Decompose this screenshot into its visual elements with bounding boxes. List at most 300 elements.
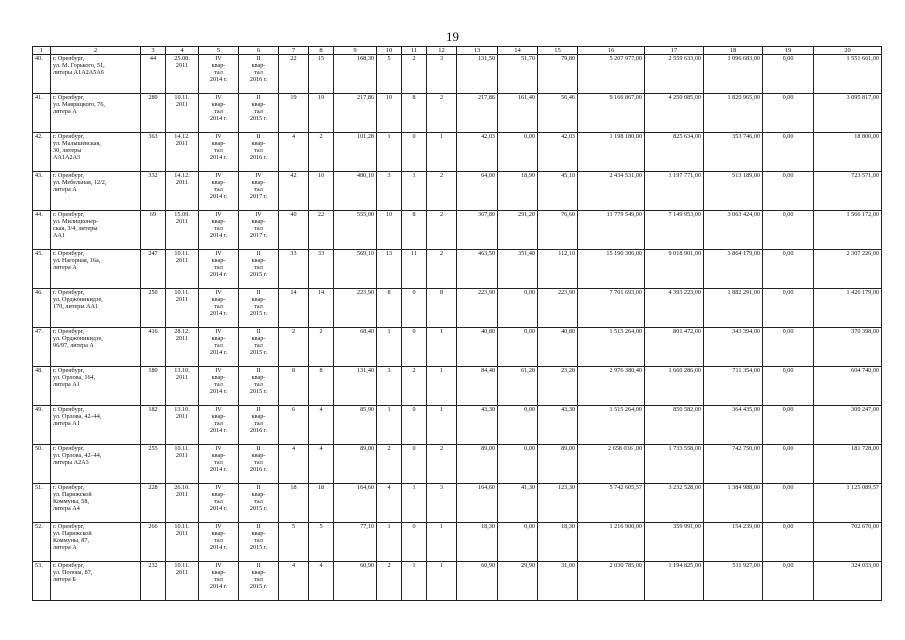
cell-start-quarter: IV квар- тал 2014 г. [199, 133, 239, 172]
cell-col-12: 1 [427, 562, 457, 601]
cell-col-12: 1 [427, 406, 457, 445]
cell-col-11: 1 [402, 172, 427, 211]
cell-end-quarter: II квар- тал 2015 г. [239, 562, 279, 601]
cell-address: г. Оренбург, ул. Малышевская, 30, литеры АА1А2А3 [51, 133, 141, 172]
cell-area-a: 61,20 [498, 367, 538, 406]
cell-address: г. Оренбург, ул. Орлова, 42–44, литеры А2А3 [51, 445, 141, 484]
column-header: 13 [457, 47, 498, 55]
cell-col-10: 4 [377, 484, 402, 523]
page-number: 19 [446, 29, 459, 44]
cell-cost-local: 0,00 [763, 484, 814, 523]
cell-cost-region: 364 435,00 [704, 406, 763, 445]
cell-col-7: 40 [279, 211, 309, 250]
cell-area: 164,60 [334, 484, 377, 523]
cell-area-total: 89,00 [457, 445, 498, 484]
cell-address: г. Оренбург, ул. Маврицкого, 76, литера А [51, 94, 141, 133]
cell-end-quarter: II квар- тал 2016 г. [239, 55, 279, 94]
column-header: 19 [763, 47, 814, 55]
cell-area-b: 79,80 [538, 55, 578, 94]
cell-end-quarter: II квар- тал 2015 г. [239, 250, 279, 289]
cell-start-quarter: IV квар- тал 2014 г. [199, 562, 239, 601]
cell-col-10: 1 [377, 523, 402, 562]
cell-area: 85,90 [334, 406, 377, 445]
cell-address: г. Оренбург, ул. Парижской Коммуны, 58, литера А4 [51, 484, 141, 523]
cell-total-cost: 1 216 900,00 [578, 523, 645, 562]
cell-count: 180 [141, 367, 166, 406]
cell-col-11: 2 [402, 55, 427, 94]
cell-end-quarter: II квар- тал 2016 г. [239, 133, 279, 172]
cell-cost-other: 1 125 089,57 [814, 484, 882, 523]
cell-count: 44 [141, 55, 166, 94]
table-row [33, 289, 882, 328]
cell-date: 10.11. 2011 [166, 445, 199, 484]
cell-col-8: 2 [309, 133, 334, 172]
cell-cost-other: 604 740,00 [814, 367, 882, 406]
cell-start-quarter: IV квар- тал 2014 г. [199, 172, 239, 211]
cell-count: 363 [141, 133, 166, 172]
cell-area-total: 64,00 [457, 172, 498, 211]
cell-total-cost: 11 779 549,00 [578, 211, 645, 250]
cell-cost-other: 723 571,00 [814, 172, 882, 211]
cell-area: 60,90 [334, 562, 377, 601]
cell-row-number: 47. [33, 328, 51, 367]
cell-col-8: 14 [309, 289, 334, 328]
cell-area: 101,28 [334, 133, 377, 172]
cell-date: 10.11. 2011 [166, 562, 199, 601]
cell-count: 250 [141, 289, 166, 328]
cell-start-quarter: IV квар- тал 2014 г. [199, 484, 239, 523]
cell-date: 13.10. 2011 [166, 367, 199, 406]
cell-cost-fund: 1 733 558,00 [645, 445, 704, 484]
cell-count: 255 [141, 445, 166, 484]
cell-cost-local: 0,00 [763, 367, 814, 406]
cell-col-8: 22 [309, 211, 334, 250]
cell-area-total: 463,50 [457, 250, 498, 289]
cell-cost-other: 370 398,00 [814, 328, 882, 367]
cell-cost-other: 181 728,00 [814, 445, 882, 484]
cell-col-10: 13 [377, 250, 402, 289]
cell-area: 217,86 [334, 94, 377, 133]
cell-start-quarter: IV квар- тал 2014 г. [199, 523, 239, 562]
cell-start-quarter: IV квар- тал 2014 г. [199, 211, 239, 250]
cell-cost-region: 742 750,00 [704, 445, 763, 484]
cell-total-cost: 2 976 380,40 [578, 367, 645, 406]
cell-area-b: 31,00 [538, 562, 578, 601]
cell-col-7: 22 [279, 55, 309, 94]
cell-col-7: 5 [279, 523, 309, 562]
cell-col-11: 0 [402, 523, 427, 562]
column-header: 14 [498, 47, 538, 55]
cell-total-cost: 1 515 264,00 [578, 406, 645, 445]
cell-area-a: 0,00 [498, 328, 538, 367]
cell-col-10: 3 [377, 172, 402, 211]
cell-count: 232 [141, 562, 166, 601]
cell-count: 228 [141, 484, 166, 523]
cell-row-number: 43. [33, 172, 51, 211]
cell-cost-other: 1 566 172,00 [814, 211, 882, 250]
cell-cost-region: 353 746,00 [704, 133, 763, 172]
cell-count: 69 [141, 211, 166, 250]
cell-count: 280 [141, 94, 166, 133]
cell-col-12: 1 [427, 328, 457, 367]
cell-area-b: 89,00 [538, 445, 578, 484]
cell-area: 569,10 [334, 250, 377, 289]
cell-address: г. Оренбург, ул. Орлова, 164, литера А1 [51, 367, 141, 406]
cell-start-quarter: IV квар- тал 2014 г. [199, 289, 239, 328]
column-header: 8 [309, 47, 334, 55]
cell-col-10: 3 [377, 367, 402, 406]
cell-area-a: 0,00 [498, 133, 538, 172]
cell-area-b: 40,80 [538, 328, 578, 367]
column-header: 7 [279, 47, 309, 55]
cell-cost-local: 0,00 [763, 523, 814, 562]
cell-area-b: 43,30 [538, 406, 578, 445]
cell-col-8: 4 [309, 562, 334, 601]
cell-col-7: 4 [279, 133, 309, 172]
cell-area-a: 291,20 [498, 211, 538, 250]
cell-date: 10.11. 2011 [166, 289, 199, 328]
cell-cost-local: 0,00 [763, 94, 814, 133]
cell-col-10: 1 [377, 406, 402, 445]
cell-area: 68,40 [334, 328, 377, 367]
cell-date: 28.12. 2011 [166, 328, 199, 367]
cell-col-7: 4 [279, 562, 309, 601]
cell-area: 555,00 [334, 211, 377, 250]
table-row [33, 250, 882, 289]
cell-col-7: 14 [279, 289, 309, 328]
column-header: 5 [199, 47, 239, 55]
cell-col-11: 1 [402, 484, 427, 523]
cell-area-a: 29,90 [498, 562, 538, 601]
cell-date: 10.11. 2011 [166, 523, 199, 562]
cell-col-12: 2 [427, 445, 457, 484]
cell-col-10: 10 [377, 211, 402, 250]
cell-area-a: 0,00 [498, 523, 538, 562]
table-row [33, 562, 882, 601]
cell-col-12: 3 [427, 484, 457, 523]
cell-start-quarter: IV квар- тал 2014 г. [199, 445, 239, 484]
table-row [33, 172, 882, 211]
cell-total-cost: 5 207 977,00 [578, 55, 645, 94]
cell-cost-local: 0,00 [763, 211, 814, 250]
cell-cost-fund: 7 149 953,00 [645, 211, 704, 250]
cell-cost-region: 343 394,00 [704, 328, 763, 367]
cell-total-cost: 1 198 180,00 [578, 133, 645, 172]
cell-area-a: 41,30 [498, 484, 538, 523]
cell-cost-fund: 825 634,00 [645, 133, 704, 172]
cell-cost-other: 702 670,00 [814, 523, 882, 562]
column-header: 16 [578, 47, 645, 55]
column-header: 11 [402, 47, 427, 55]
cell-col-8: 8 [309, 367, 334, 406]
cell-cost-region: 513 189,00 [704, 172, 763, 211]
cell-count: 247 [141, 250, 166, 289]
cell-address: г. Оренбург, ул. Парижской Коммуны, 87, литера А [51, 523, 141, 562]
cell-col-7: 42 [279, 172, 309, 211]
cell-area-total: 18,30 [457, 523, 498, 562]
cell-col-8: 33 [309, 250, 334, 289]
cell-area: 168,30 [334, 55, 377, 94]
cell-cost-region: 1 882 291,00 [704, 289, 763, 328]
cell-row-number: 50. [33, 445, 51, 484]
cell-date: 10.11. 2011 [166, 250, 199, 289]
cell-address: г. Оренбург, ул. Орлова, 42–44, литера А1 [51, 406, 141, 445]
cell-row-number: 48. [33, 367, 51, 406]
cell-area: 223,90 [334, 289, 377, 328]
cell-total-cost: 2 658 036 ,00 [578, 445, 645, 484]
cell-end-quarter: II квар- тал 2015 г. [239, 328, 279, 367]
cell-area-b: 23,20 [538, 367, 578, 406]
cell-cost-region: 511 927,00 [704, 562, 763, 601]
cell-area-a: 161,40 [498, 94, 538, 133]
cell-area: 77,10 [334, 523, 377, 562]
cell-col-12: 3 [427, 55, 457, 94]
cell-col-10: 5 [377, 55, 402, 94]
cell-cost-local: 0,00 [763, 562, 814, 601]
cell-area-b: 223,90 [538, 289, 578, 328]
cell-total-cost: 2 030 785,00 [578, 562, 645, 601]
cell-end-quarter: II квар- тал 2015 г. [239, 94, 279, 133]
cell-area-b: 56,46 [538, 94, 578, 133]
cell-date: 15.09. 2011 [166, 211, 199, 250]
cell-cost-fund: 4 393 223,00 [645, 289, 704, 328]
cell-area-total: 43,30 [457, 406, 498, 445]
cell-count: 182 [141, 406, 166, 445]
table-row [33, 211, 882, 250]
cell-end-quarter: II квар- тал 2015 г. [239, 367, 279, 406]
cell-count: 332 [141, 172, 166, 211]
cell-cost-region: 3 063 424,00 [704, 211, 763, 250]
cell-area-a: 0,00 [498, 445, 538, 484]
column-header: 18 [704, 47, 763, 55]
cell-cost-other: 3 095 817,00 [814, 94, 882, 133]
cell-end-quarter: II квар- тал 2015 г. [239, 484, 279, 523]
cell-end-quarter: II квар- тал 2016 г. [239, 445, 279, 484]
cell-area-b: 112,10 [538, 250, 578, 289]
cell-cost-fund: 1 194 825,00 [645, 562, 704, 601]
cell-cost-region: 1 096 683,00 [704, 55, 763, 94]
cell-start-quarter: IV квар- тал 2014 г. [199, 94, 239, 133]
cell-count: 266 [141, 523, 166, 562]
cell-row-number: 51. [33, 484, 51, 523]
cell-cost-region: 154 239,00 [704, 523, 763, 562]
column-header: 17 [645, 47, 704, 55]
cell-cost-local: 0,00 [763, 328, 814, 367]
cell-col-10: 1 [377, 133, 402, 172]
cell-address: г. Оренбург, ул. Нагорная, 16а, литера А [51, 250, 141, 289]
cell-address: г. Оренбург, ул. Орджоникидзе, 96/97, литера А [51, 328, 141, 367]
cell-cost-local: 0,00 [763, 445, 814, 484]
cell-date: 10.11. 2011 [166, 94, 199, 133]
cell-area: 480,10 [334, 172, 377, 211]
column-header: 15 [538, 47, 578, 55]
cell-start-quarter: IV квар- тал 2014 г. [199, 55, 239, 94]
cell-area-total: 164,60 [457, 484, 498, 523]
cell-total-cost: 7 701 693,00 [578, 289, 645, 328]
cell-col-11: 0 [402, 289, 427, 328]
cell-area-total: 60,90 [457, 562, 498, 601]
cell-cost-fund: 9 018 901,00 [645, 250, 704, 289]
column-header: 4 [166, 47, 199, 55]
cell-col-8: 5 [309, 523, 334, 562]
cell-date: 26.10. 2011 [166, 484, 199, 523]
cell-col-12: 1 [427, 367, 457, 406]
cell-total-cost: 15 190 306,00 [578, 250, 645, 289]
cell-col-10: 2 [377, 445, 402, 484]
column-header: 12 [427, 47, 457, 55]
header-row [33, 47, 882, 55]
column-header: 2 [51, 47, 141, 55]
cell-area: 131,40 [334, 367, 377, 406]
cell-date: 25.08. 2011 [166, 55, 199, 94]
cell-area-b: 76,60 [538, 211, 578, 250]
cell-col-11: 1 [402, 562, 427, 601]
cell-area-total: 367,80 [457, 211, 498, 250]
column-header: 1 [33, 47, 51, 55]
cell-col-10: 1 [377, 328, 402, 367]
cell-area-a: 18,90 [498, 172, 538, 211]
cell-total-cost: 1 515 264,00 [578, 328, 645, 367]
column-header: 3 [141, 47, 166, 55]
cell-area-a: 0,00 [498, 289, 538, 328]
cell-cost-other: 2 307 226,00 [814, 250, 882, 289]
cell-cost-fund: 1 197 771,00 [645, 172, 704, 211]
cell-area-a: 51,70 [498, 55, 538, 94]
cell-cost-fund: 3 232 528,00 [645, 484, 704, 523]
cell-cost-local: 0,00 [763, 406, 814, 445]
cell-area-total: 131,50 [457, 55, 498, 94]
cell-row-number: 42. [33, 133, 51, 172]
cell-cost-region: 3 864 179,00 [704, 250, 763, 289]
cell-col-8: 18 [309, 484, 334, 523]
cell-col-12: 8 [427, 289, 457, 328]
cell-cost-fund: 2 559 633,00 [645, 55, 704, 94]
cell-col-12: 2 [427, 211, 457, 250]
table-row [33, 523, 882, 562]
cell-col-7: 18 [279, 484, 309, 523]
cell-col-7: 6 [279, 406, 309, 445]
cell-cost-local: 0,00 [763, 289, 814, 328]
cell-col-11: 11 [402, 250, 427, 289]
cell-col-8: 2 [309, 328, 334, 367]
cell-col-11: 0 [402, 445, 427, 484]
cell-date: 14.12. 2011 [166, 172, 199, 211]
cell-cost-other: 18 800,00 [814, 133, 882, 172]
cell-col-7: 4 [279, 445, 309, 484]
cell-col-11: 0 [402, 406, 427, 445]
cell-cost-local: 0,00 [763, 250, 814, 289]
cell-col-12: 2 [427, 250, 457, 289]
cell-row-number: 52. [33, 523, 51, 562]
cell-area: 89,00 [334, 445, 377, 484]
cell-row-number: 40. [33, 55, 51, 94]
cell-row-number: 49. [33, 406, 51, 445]
cell-area-a: 351,40 [498, 250, 538, 289]
cell-col-11: 0 [402, 328, 427, 367]
housing-table [32, 46, 882, 601]
cell-area-total: 40,80 [457, 328, 498, 367]
cell-date: 13.10. 2011 [166, 406, 199, 445]
cell-address: г. Оренбург, ул. М. Горького, 51, литеры А1А2А5А6 [51, 55, 141, 94]
cell-area-b: 18,30 [538, 523, 578, 562]
cell-cost-region: 1 384 988,00 [704, 484, 763, 523]
column-header: 9 [334, 47, 377, 55]
cell-col-7: 2 [279, 328, 309, 367]
table-row [33, 445, 882, 484]
cell-cost-region: 1 820 965,00 [704, 94, 763, 133]
cell-cost-fund: 1 660 286,00 [645, 367, 704, 406]
cell-col-12: 2 [427, 172, 457, 211]
table-row [33, 94, 882, 133]
cell-row-number: 53. [33, 562, 51, 601]
cell-address: г. Оренбург, ул. Мебельная, 12/2, литера А [51, 172, 141, 211]
cell-col-11: 2 [402, 367, 427, 406]
cell-end-quarter: IV квар- тал 2017 г. [239, 172, 279, 211]
cell-address: г. Оренбург, ул. Попова, 87, литера Б [51, 562, 141, 601]
cell-area-b: 42,03 [538, 133, 578, 172]
cell-col-11: 8 [402, 94, 427, 133]
cell-col-8: 10 [309, 172, 334, 211]
cell-col-11: 0 [402, 133, 427, 172]
cell-col-11: 8 [402, 211, 427, 250]
table-row [33, 367, 882, 406]
cell-col-10: 2 [377, 562, 402, 601]
cell-col-8: 4 [309, 406, 334, 445]
cell-end-quarter: IV квар- тал 2017 г. [239, 211, 279, 250]
table-row [33, 133, 882, 172]
cell-cost-region: 711 354,00 [704, 367, 763, 406]
cell-count: 416 [141, 328, 166, 367]
cell-cost-other: 1 426 179,00 [814, 289, 882, 328]
cell-address: г. Оренбург, ул. Милиционер- ская, 3/4, литеры АА1 [51, 211, 141, 250]
cell-area-total: 223,90 [457, 289, 498, 328]
cell-col-8: 19 [309, 94, 334, 133]
cell-end-quarter: II квар- тал 2015 г. [239, 523, 279, 562]
cell-area-total: 42,03 [457, 133, 498, 172]
table-row [33, 328, 882, 367]
cell-area-b: 45,10 [538, 172, 578, 211]
cell-area-b: 123,30 [538, 484, 578, 523]
cell-col-12: 1 [427, 133, 457, 172]
cell-cost-fund: 850 582,00 [645, 406, 704, 445]
cell-cost-other: 300 247,00 [814, 406, 882, 445]
column-header: 6 [239, 47, 279, 55]
cell-start-quarter: IV квар- тал 2014 г. [199, 367, 239, 406]
column-header: 10 [377, 47, 402, 55]
cell-date: 14.12. 2011 [166, 133, 199, 172]
cell-area-a: 0,00 [498, 406, 538, 445]
cell-start-quarter: IV квар- тал 2014 г. [199, 250, 239, 289]
cell-col-7: 8 [279, 367, 309, 406]
cell-total-cost: 5 742 605,57 [578, 484, 645, 523]
cell-col-8: 4 [309, 445, 334, 484]
cell-area-total: 217,86 [457, 94, 498, 133]
table-row [33, 406, 882, 445]
cell-end-quarter: II квар- тал 2015 г. [239, 289, 279, 328]
cell-col-7: 19 [279, 94, 309, 133]
cell-col-12: 1 [427, 523, 457, 562]
cell-end-quarter: II квар- тал 2016 г. [239, 406, 279, 445]
cell-col-12: 2 [427, 94, 457, 133]
cell-cost-other: 324 033,00 [814, 562, 882, 601]
cell-start-quarter: IV квар- тал 2014 г. [199, 328, 239, 367]
cell-cost-local: 0,00 [763, 172, 814, 211]
cell-cost-fund: 801 472,00 [645, 328, 704, 367]
cell-row-number: 44. [33, 211, 51, 250]
cell-address: г. Оренбург, ул. Орджоникидзе, 170, литеры АА1 [51, 289, 141, 328]
cell-total-cost: 9 166 867,00 [578, 94, 645, 133]
cell-cost-local: 0,00 [763, 55, 814, 94]
